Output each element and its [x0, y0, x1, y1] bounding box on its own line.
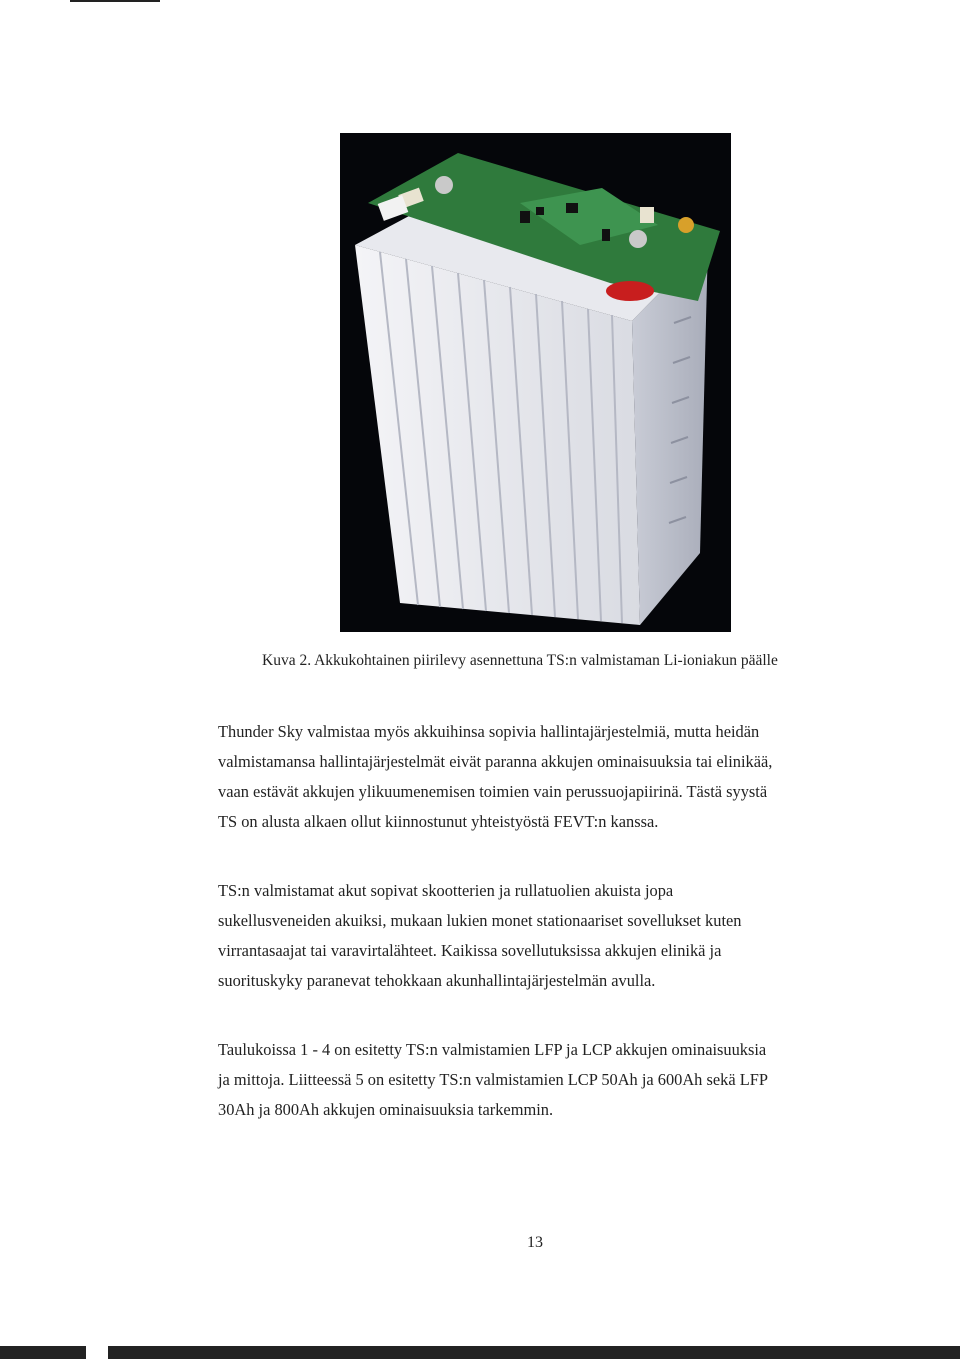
text-line: vaan estävät akkujen ylikuumenemisen toimien vain perussuojapiirinä. Tästä syystä — [218, 782, 768, 801]
text-line: 30Ah ja 800Ah akkujen ominaisuuksia tarkemmin. — [218, 1100, 554, 1119]
footer-bar-right — [108, 1346, 960, 1359]
paragraph-applications — [218, 876, 858, 996]
text-line: sukellusveneiden akuiksi, mukaan lukien monet stationaariset sovellukset kuten — [218, 911, 742, 930]
battery-terminal — [606, 281, 654, 301]
footer-bar-left — [0, 1346, 86, 1359]
battery-photo — [340, 133, 731, 632]
text-line: valmistamansa hallintajärjestelmät eivät paranna akkujen ominaisuuksia tai elinikää, — [218, 752, 773, 771]
paragraph-thunder-sky — [218, 717, 858, 837]
text-line: Taulukoissa 1 - 4 on esitetty TS:n valmistamien LFP ja LCP akkujen ominaisuuksia — [218, 1040, 767, 1059]
page-number: 13 — [527, 1234, 543, 1251]
text-line: ja mittoja. Liitteessä 5 on esitetty TS:n valmistamien LCP 50Ah ja 600Ah sekä LFP — [218, 1070, 768, 1089]
text-line: Thunder Sky valmistaa myös akkuihinsa sopivia hallintajärjestelmiä, mutta heidän — [218, 722, 760, 741]
top-rule — [70, 0, 160, 2]
paragraph-tables — [218, 1035, 858, 1125]
text-line: TS on alusta alkaen ollut kiinnostunut yhteistyöstä FEVT:n kanssa. — [218, 812, 659, 831]
text-line: TS:n valmistamat akut sopivat skootterien ja rullatuolien akuista jopa — [218, 881, 674, 900]
figure-caption: Kuva 2. Akkukohtainen piirilevy asennettuna TS:n valmistaman Li-ioniakun päälle — [262, 652, 778, 669]
text-line: suorituskyky paranevat tehokkaan akunhallintajärjestelmän avulla. — [218, 971, 656, 990]
text-line: virrantasaajat tai varavirtalähteet. Kaikissa sovellutuksissa akkujen elinikä ja — [218, 941, 722, 960]
